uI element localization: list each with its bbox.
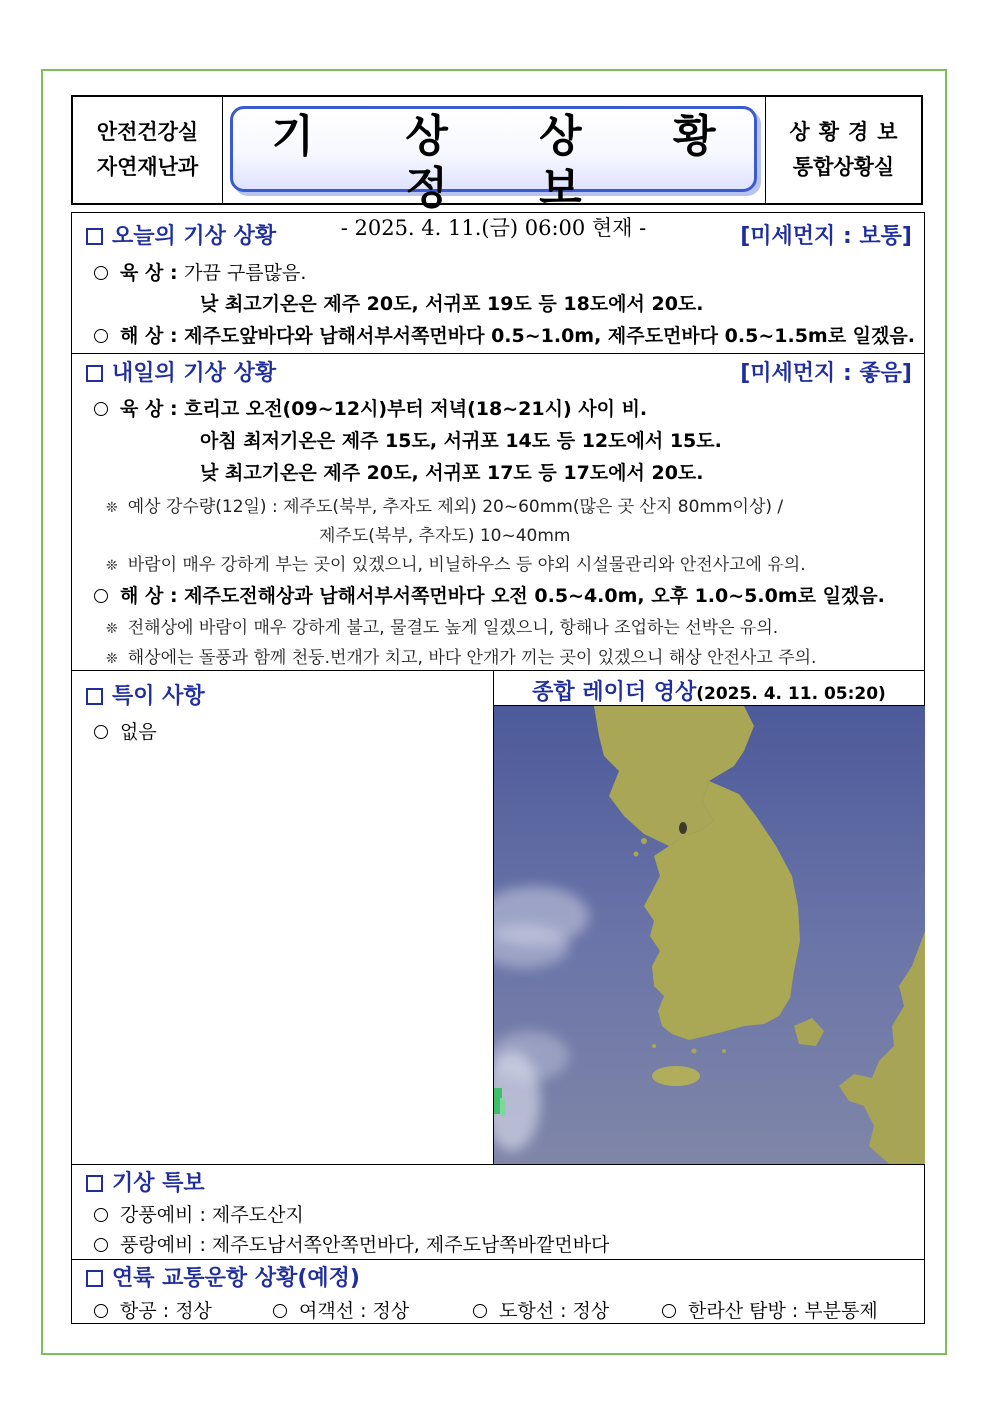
tomorrow-fine-dust: [미세먼지 : 좋음]: [740, 361, 912, 386]
island: [652, 1044, 656, 1048]
divider: [72, 1259, 924, 1260]
divider: [72, 353, 924, 354]
page-title: 기 상 상 황 정 보: [271, 111, 754, 214]
section-tomorrow-title: 내일의 기상 상황: [86, 356, 276, 387]
radar-site-marker: [679, 822, 687, 834]
note-mark-icon: ❊: [106, 558, 118, 574]
precip-echo: [500, 1098, 505, 1116]
today-sea-row: 해 상 : 제주도앞바다와 남해서부서쪽먼바다 0.5~1.0m, 제주도먼바다 0.5~1.5m로 일겠음.: [94, 321, 915, 348]
sea-note-2: ❊ 해상에는 돌풍과 함께 천둥.번개가 치고, 바다 안개가 끼는 곳이 있겠으니 해상 안전사고 주의.: [106, 648, 817, 668]
radar-title: 종합 레이더 영상(2025. 4. 11. 05:20): [532, 680, 886, 705]
warning-item-waves: 풍랑예비 : 제주도남서쪽안쪽먼바다, 제주도남쪽바깥먼바다: [94, 1230, 609, 1257]
checkbox-icon: [86, 1175, 103, 1192]
department-block: [73, 97, 223, 203]
department-line1: 안전건강실: [96, 120, 199, 144]
report-body: [71, 212, 925, 1324]
traffic-ferry: 여객선 : 정상: [273, 1296, 409, 1323]
radar-image: [494, 706, 925, 1164]
island: [641, 838, 647, 844]
today-land-temp: 낮 최고기온은 제주 20도, 서귀포 19도 등 18도에서 20도.: [200, 293, 704, 315]
traffic-hallasan: 한라산 탐방 : 부분통제: [662, 1296, 878, 1323]
section-today-title: 오늘의 기상 상황: [86, 219, 276, 250]
radar-map: [494, 706, 925, 1164]
title-banner: [230, 106, 757, 240]
circle-bullet-icon: [94, 266, 108, 280]
note-mark-icon: ❊: [106, 500, 118, 516]
warning-item-wind: 강풍예비 : 제주도산지: [94, 1200, 304, 1227]
wind-note: ❊ 바람이 매우 강하게 부는 곳이 있겠으니, 비닐하우스 등 야외 시설물관리와 안전사고에 유의.: [106, 555, 806, 575]
circle-bullet-icon: [273, 1304, 287, 1318]
section-special-title: 특이 사항: [86, 679, 205, 710]
tomorrow-sea-row: 해 상 : 제주도전해상과 남해서부서쪽먼바다 오전 0.5~4.0m, 오후 1.0~5.0m로 일겠음.: [94, 581, 885, 608]
traffic-air: 항공 : 정상: [94, 1296, 212, 1323]
circle-bullet-icon: [94, 1238, 108, 1252]
circle-bullet-icon: [94, 329, 108, 343]
circle-bullet-icon: [94, 589, 108, 603]
tomorrow-land-max-temp: 낮 최고기온은 제주 20도, 서귀포 17도 등 17도에서 20도.: [200, 462, 704, 484]
circle-bullet-icon: [94, 1208, 108, 1222]
note-mark-icon: ❊: [106, 651, 118, 667]
section-traffic-title: 연륙 교통운항 상황(예정): [86, 1261, 360, 1292]
special-item: 없음: [94, 717, 157, 744]
rainfall-note: ❊ 예상 강수량(12일) : 제주도(북부, 추자도 제외) 20~60mm(많은 곳 산지 80mm이상) /: [106, 497, 784, 517]
office-line1: 상황경보: [789, 120, 907, 144]
circle-bullet-icon: [94, 1304, 108, 1318]
note-mark-icon: ❊: [106, 621, 118, 637]
checkbox-icon: [86, 228, 103, 245]
island: [634, 852, 639, 857]
circle-bullet-icon: [94, 725, 108, 739]
section-warnings-title: 기상 특보: [86, 1166, 205, 1197]
circle-bullet-icon: [94, 402, 108, 416]
office-line2: 통합상황실: [792, 155, 895, 179]
report-datetime: - 2025. 4. 11.(금) 06:00 현재 -: [340, 216, 647, 240]
sea-note-1: ❊ 전해상에 바람이 매우 강하게 불고, 물결도 높게 일겠으니, 항해나 조업하는 선박은 유의.: [106, 618, 779, 638]
department-line2: 자연재난과: [96, 155, 199, 179]
checkbox-icon: [86, 688, 103, 705]
rainfall-note-cont: 제주도(북부, 추자도) 10~40mm: [319, 526, 571, 546]
today-land-row: 육 상 : 가끔 구름많음.: [94, 258, 306, 285]
tomorrow-land-min-temp: 아침 최저기온은 제주 15도, 서귀포 14도 등 12도에서 15도.: [200, 430, 722, 452]
checkbox-icon: [86, 365, 103, 382]
island: [692, 1049, 697, 1054]
divider: [72, 670, 924, 671]
divider: [72, 1164, 924, 1165]
today-fine-dust: [미세먼지 : 보통]: [740, 224, 912, 249]
office-block: [765, 97, 921, 203]
land-jeju: [652, 1066, 700, 1086]
checkbox-icon: [86, 1270, 103, 1287]
traffic-island-ferry: 도항선 : 정상: [473, 1296, 609, 1323]
island: [722, 1049, 726, 1053]
circle-bullet-icon: [473, 1304, 487, 1318]
circle-bullet-icon: [662, 1304, 676, 1318]
tomorrow-land-row: 육 상 : 흐리고 오전(09~12시)부터 저녁(18~21시) 사이 비.: [94, 394, 647, 421]
